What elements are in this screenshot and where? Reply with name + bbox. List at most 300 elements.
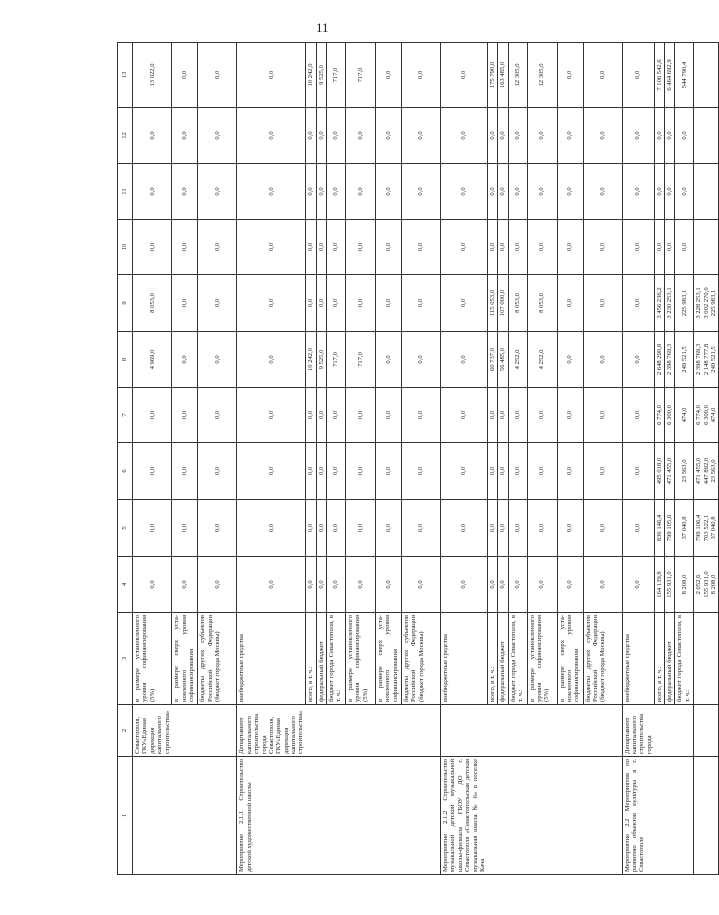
value-cell: 0,0 xyxy=(198,443,237,500)
value-cell: 0,0 xyxy=(133,500,172,557)
value-cell: 0,0 xyxy=(675,164,694,220)
value-cell: 0,0 xyxy=(622,43,654,108)
value-cell: 0,0 xyxy=(583,332,622,388)
funding-source-cell: всего, в т. ч.: xyxy=(306,613,316,705)
value-cell: 0,0 xyxy=(675,108,694,164)
stacked-value: 155 931,0 xyxy=(702,571,710,598)
value-cell: 0,0 xyxy=(583,164,622,220)
value-cell: 0,0 xyxy=(237,43,306,108)
value-cell: 0,0 xyxy=(402,164,441,220)
value-cell: 0,0 xyxy=(237,388,306,443)
value-cell: 0,0 xyxy=(198,164,237,220)
value-cell: 0,0 xyxy=(306,220,316,275)
value-cell: 0,0 xyxy=(172,220,198,275)
event-cell xyxy=(583,757,622,875)
value-cell: 0,0 xyxy=(441,388,488,443)
value-cell: 0,0 xyxy=(498,220,508,275)
value-cell: 0,0 xyxy=(498,443,508,500)
value-cell: 56 485,0 xyxy=(498,332,508,388)
value-cell: 2 648 290,8 xyxy=(654,332,664,388)
executor-cell xyxy=(675,705,694,757)
table-row xyxy=(198,43,237,875)
value-cell: 0,0 xyxy=(133,164,172,220)
stacked-value: 3 228 253,1 xyxy=(695,287,703,319)
stacked-value: 799 106,4 xyxy=(695,514,703,542)
value-cell: 0,0 xyxy=(557,164,583,220)
value-cell: 0,0 xyxy=(316,557,326,613)
value-cell: 0,0 xyxy=(306,164,316,220)
executor-cell xyxy=(346,705,376,757)
value-cell: 4 252,0 xyxy=(508,332,527,388)
value-cell: 0,0 xyxy=(327,388,346,443)
value-cell: 0,0 xyxy=(557,108,583,164)
value-cell: 0,0 xyxy=(402,500,441,557)
funding-source-cell: внебюджетные средства xyxy=(237,613,306,705)
value-cell: 0,0 xyxy=(527,108,557,164)
value-cell: 0,0 xyxy=(316,388,326,443)
value-cell: 0,0 xyxy=(198,557,237,613)
event-cell xyxy=(327,757,346,875)
value-cell: 0,0 xyxy=(327,443,346,500)
stacked-value: 249 521,5 xyxy=(710,346,717,373)
value-cell: 107 000,0 xyxy=(498,275,508,332)
value-cell: 0,0 xyxy=(441,220,488,275)
value-cell: 0,0 xyxy=(441,164,488,220)
empty-cell xyxy=(694,705,719,757)
value-cell: 0,0 xyxy=(557,275,583,332)
value-cell: 9 525,0 xyxy=(316,43,326,108)
table-row xyxy=(327,43,346,875)
value-cell: 0,0 xyxy=(316,443,326,500)
value-cell: 0,0 xyxy=(133,108,172,164)
value-cell: 0,0 xyxy=(237,443,306,500)
value-cell: 60 737,0 xyxy=(487,332,497,388)
value-cell: 471 455,0 xyxy=(664,443,674,500)
value-cell: 0,0 xyxy=(557,43,583,108)
value-cell: 163 485,0 xyxy=(498,43,508,108)
empty-cell xyxy=(694,164,719,220)
value-cell: 544 790,4 xyxy=(675,43,694,108)
event-cell xyxy=(346,757,376,875)
stacked-value: 703 522,1 xyxy=(702,514,710,542)
value-cell: 4 969,0 xyxy=(133,332,172,388)
value-cell: 0,0 xyxy=(583,220,622,275)
stacked-value-cell xyxy=(694,275,719,332)
funding-source-cell: всего, в т. ч.: xyxy=(487,613,497,705)
funding-source-cell: в размере установленного уровня софинансирования (5%) xyxy=(527,613,557,705)
table-row xyxy=(622,43,654,875)
table-row xyxy=(557,43,583,875)
value-cell: 0,0 xyxy=(498,108,508,164)
value-cell: 0,0 xyxy=(622,164,654,220)
value-cell: 0,0 xyxy=(527,500,557,557)
stacked-value: 225 983,1 xyxy=(710,289,717,317)
value-cell: 0,0 xyxy=(527,557,557,613)
value-cell: 0,0 xyxy=(172,275,198,332)
value-cell: 0,0 xyxy=(557,443,583,500)
value-cell: 0,0 xyxy=(498,557,508,613)
value-cell: 0,0 xyxy=(172,43,198,108)
value-cell: 10 242,0 xyxy=(306,332,316,388)
value-cell: 0,0 xyxy=(487,164,497,220)
event-cell: Мероприятие 2.2 Мероприятия по развитию объектов культуры в г. Севастополе xyxy=(622,757,654,875)
value-cell: 0,0 xyxy=(583,557,622,613)
col-header: 6 xyxy=(118,443,133,500)
table-row xyxy=(498,43,508,875)
value-cell: 0,0 xyxy=(508,220,527,275)
value-cell: 0,0 xyxy=(622,275,654,332)
funding-source-cell: бюджет города Севастополя, в т. ч.: xyxy=(675,613,694,705)
value-cell: 0,0 xyxy=(306,500,316,557)
stacked-value: 2 148 777,8 xyxy=(702,343,710,376)
stacked-value: 6 300,0 xyxy=(702,405,710,425)
table-row xyxy=(376,43,402,875)
event-cell xyxy=(376,757,402,875)
value-cell: 0,0 xyxy=(402,388,441,443)
event-cell xyxy=(654,757,664,875)
value-cell: 0,0 xyxy=(376,164,402,220)
value-cell: 0,0 xyxy=(664,164,674,220)
executor-cell xyxy=(498,705,508,757)
column-number-row xyxy=(118,43,133,875)
value-cell: 12 305,0 xyxy=(527,43,557,108)
stacked-value-cell xyxy=(694,332,719,388)
value-cell: 0,0 xyxy=(508,500,527,557)
value-cell: 0,0 xyxy=(654,108,664,164)
value-cell: 0,0 xyxy=(376,557,402,613)
value-cell: 0,0 xyxy=(498,388,508,443)
event-cell: Мероприятие 2.1.2 Строительство музыкальной детской музыкальной школы-филиала ГБОУ ДО г. Севастополя «Севастопольская детская музыкальная школа № 6» в поселке Кача xyxy=(441,757,488,875)
value-cell: 0,0 xyxy=(237,557,306,613)
value-cell: 2 398 769,3 xyxy=(664,332,674,388)
col-header: 1 xyxy=(118,757,133,875)
funding-source-cell: бюджет города Севастополя, в т. ч.: xyxy=(508,613,527,705)
value-cell: 0,0 xyxy=(527,443,557,500)
value-cell: 0,0 xyxy=(583,500,622,557)
stacked-value: 3 002 270,0 xyxy=(702,287,710,319)
value-cell: 0,0 xyxy=(441,43,488,108)
stacked-value: 37 040,8 xyxy=(710,516,717,540)
value-cell: 4 252,0 xyxy=(527,332,557,388)
stacked-value: 8 208,0 xyxy=(710,574,717,595)
col-header: 3 xyxy=(118,613,133,705)
page-number: 11 xyxy=(316,20,329,35)
funding-source-cell: бюджеты других субъектов Российской Федерации (бюджет города Москвы) xyxy=(402,613,441,705)
value-cell: 0,0 xyxy=(237,164,306,220)
value-cell: 0,0 xyxy=(583,108,622,164)
value-cell: 0,0 xyxy=(402,557,441,613)
executor-cell xyxy=(527,705,557,757)
value-cell: 0,0 xyxy=(198,388,237,443)
value-cell: 0,0 xyxy=(346,275,376,332)
table-body xyxy=(133,43,719,875)
value-cell: 0,0 xyxy=(654,164,664,220)
value-cell: 0,0 xyxy=(172,164,198,220)
value-cell: 0,0 xyxy=(402,332,441,388)
value-cell: 0,0 xyxy=(133,220,172,275)
event-cell xyxy=(487,757,497,875)
funding-source-cell: бюджеты других субъектов Российской Федерации (бюджет города Москвы) xyxy=(583,613,622,705)
event-cell xyxy=(402,757,441,875)
value-cell: 0,0 xyxy=(487,388,497,443)
value-cell: 0,0 xyxy=(402,275,441,332)
funding-source-cell: внебюджетные средства xyxy=(622,613,654,705)
value-cell: 0,0 xyxy=(133,388,172,443)
value-cell: 0,0 xyxy=(172,332,198,388)
executor-cell xyxy=(664,705,674,757)
value-cell: 3 230 253,1 xyxy=(664,275,674,332)
table-row xyxy=(583,43,622,875)
value-cell: 0,0 xyxy=(376,443,402,500)
value-cell: 0,0 xyxy=(441,108,488,164)
value-cell: 7 106 542,6 xyxy=(654,43,664,108)
value-cell: 0,0 xyxy=(198,108,237,164)
event-cell xyxy=(306,757,316,875)
table-row xyxy=(133,43,172,875)
value-cell: 8 053,0 xyxy=(133,275,172,332)
value-cell: 0,0 xyxy=(402,443,441,500)
executor-cell xyxy=(198,705,237,757)
value-cell: 175 790,0 xyxy=(487,43,497,108)
value-cell: 0,0 xyxy=(346,557,376,613)
value-cell: 0,0 xyxy=(316,500,326,557)
value-cell: 0,0 xyxy=(675,220,694,275)
value-cell: 0,0 xyxy=(376,500,402,557)
col-header: 7 xyxy=(118,388,133,443)
value-cell: 0,0 xyxy=(172,388,198,443)
budget-table xyxy=(117,42,719,875)
value-cell: 37 040,8 xyxy=(675,500,694,557)
executor-cell: Департамент капитального строительства города Севастополя, ГКУ«Единая дирекция капитального строительства» xyxy=(237,705,306,757)
value-cell: 0,0 xyxy=(306,108,316,164)
value-cell: 0,0 xyxy=(376,43,402,108)
event-cell xyxy=(527,757,557,875)
value-cell: 0,0 xyxy=(346,220,376,275)
executor-cell xyxy=(306,705,316,757)
funding-source-cell: в размере сверх уста-новленного уровня софинансирования xyxy=(557,613,583,705)
stacked-value: 474,0 xyxy=(710,407,717,423)
value-cell: 3 456 236,2 xyxy=(654,275,664,332)
value-cell: 0,0 xyxy=(487,108,497,164)
col-header: 4 xyxy=(118,557,133,613)
rotated-table-wrapper xyxy=(117,43,717,875)
value-cell: 0,0 xyxy=(583,43,622,108)
value-cell: 836 146,4 xyxy=(654,500,664,557)
executor-cell: Севастополя, ГКУ«Единая дирекция капитального строительства» xyxy=(133,705,172,757)
value-cell: 12 305,0 xyxy=(508,43,527,108)
stacked-values-row xyxy=(694,43,719,875)
table-row xyxy=(237,43,306,875)
executor-cell xyxy=(441,705,488,757)
value-cell: 0,0 xyxy=(487,557,497,613)
value-cell: 8 053,0 xyxy=(527,275,557,332)
executor-cell xyxy=(376,705,402,757)
value-cell: 0,0 xyxy=(346,443,376,500)
value-cell: 0,0 xyxy=(508,108,527,164)
value-cell: 0,0 xyxy=(346,108,376,164)
value-cell: 0,0 xyxy=(583,388,622,443)
value-cell: 0,0 xyxy=(198,332,237,388)
stacked-value-cell xyxy=(694,388,719,443)
value-cell: 164 139,8 xyxy=(654,557,664,613)
value-cell: 0,0 xyxy=(441,500,488,557)
value-cell: 0,0 xyxy=(557,332,583,388)
executor-cell xyxy=(172,705,198,757)
value-cell: 474,0 xyxy=(675,388,694,443)
value-cell: 0,0 xyxy=(237,500,306,557)
col-header: 5 xyxy=(118,500,133,557)
event-cell xyxy=(316,757,326,875)
executor-cell xyxy=(508,705,527,757)
value-cell: 0,0 xyxy=(527,220,557,275)
value-cell: 717,0 xyxy=(346,332,376,388)
value-cell: 0,0 xyxy=(346,500,376,557)
value-cell: 0,0 xyxy=(508,388,527,443)
value-cell: 0,0 xyxy=(508,443,527,500)
executor-cell: Департамент капитального строительства города xyxy=(622,705,654,757)
executor-cell xyxy=(327,705,346,757)
stacked-value-cell xyxy=(694,443,719,500)
value-cell: 0,0 xyxy=(376,220,402,275)
value-cell: 0,0 xyxy=(172,108,198,164)
value-cell: 0,0 xyxy=(664,220,674,275)
value-cell: 0,0 xyxy=(316,275,326,332)
value-cell: 0,0 xyxy=(327,500,346,557)
empty-cell xyxy=(694,613,719,705)
event-cell xyxy=(675,757,694,875)
value-cell: 0,0 xyxy=(376,332,402,388)
value-cell: 6 300,0 xyxy=(664,388,674,443)
table-row xyxy=(306,43,316,875)
col-header: 9 xyxy=(118,275,133,332)
stacked-value: 471 455,0 xyxy=(695,457,703,485)
funding-source-cell: всего, в т. ч.: xyxy=(654,613,664,705)
table-row xyxy=(172,43,198,875)
value-cell: 0,0 xyxy=(622,388,654,443)
value-cell: 0,0 xyxy=(198,500,237,557)
value-cell: 0,0 xyxy=(172,557,198,613)
event-cell xyxy=(198,757,237,875)
funding-source-cell: в размере установленного уровня софинансирования (5%) xyxy=(133,613,172,705)
value-cell: 0,0 xyxy=(237,332,306,388)
value-cell: 0,0 xyxy=(237,220,306,275)
event-cell xyxy=(508,757,527,875)
stacked-value: 23 563,0 xyxy=(710,459,717,483)
value-cell: 0,0 xyxy=(402,43,441,108)
funding-source-cell: в размере установленного уровня софинансирования (5%) xyxy=(346,613,376,705)
value-cell: 0,0 xyxy=(346,164,376,220)
value-cell: 0,0 xyxy=(376,388,402,443)
value-cell: 495 018,0 xyxy=(654,443,664,500)
executor-cell xyxy=(316,705,326,757)
value-cell: 0,0 xyxy=(487,443,497,500)
stacked-value-cell xyxy=(694,500,719,557)
funding-source-cell: бюджеты других субъектов Российской Федерации (бюджет города Москвы) xyxy=(198,613,237,705)
value-cell: 0,0 xyxy=(487,220,497,275)
value-cell: 0,0 xyxy=(376,108,402,164)
executor-cell xyxy=(487,705,497,757)
table-row xyxy=(527,43,557,875)
col-header: 13 xyxy=(118,43,133,108)
funding-source-cell: бюджет города Севастополя, в т. ч.: xyxy=(327,613,346,705)
table-row xyxy=(441,43,488,875)
funding-source-cell: внебюджетные средства xyxy=(441,613,488,705)
value-cell: 0,0 xyxy=(327,220,346,275)
event-cell xyxy=(664,757,674,875)
stacked-value: 447 892,0 xyxy=(702,457,710,485)
value-cell: 155 931,0 xyxy=(664,557,674,613)
value-cell: 0,0 xyxy=(441,275,488,332)
stacked-value: 6 774,0 xyxy=(695,405,703,425)
value-cell: 0,0 xyxy=(622,332,654,388)
table-row xyxy=(664,43,674,875)
executor-cell xyxy=(402,705,441,757)
value-cell: 0,0 xyxy=(441,443,488,500)
value-cell: 0,0 xyxy=(346,388,376,443)
event-cell xyxy=(498,757,508,875)
value-cell: 0,0 xyxy=(198,275,237,332)
table-row xyxy=(316,43,326,875)
value-cell: 717,0 xyxy=(327,43,346,108)
value-cell: 0,0 xyxy=(508,557,527,613)
funding-source-cell: в размере сверх уста-новленного уровня софинансирования xyxy=(172,613,198,705)
value-cell: 717,0 xyxy=(327,332,346,388)
value-cell: 0,0 xyxy=(172,443,198,500)
value-cell: 0,0 xyxy=(198,43,237,108)
value-cell: 0,0 xyxy=(654,220,664,275)
value-cell: 0,0 xyxy=(557,220,583,275)
stacked-value: 2 052,6 xyxy=(695,574,703,595)
event-cell xyxy=(172,757,198,875)
funding-source-cell: федеральный бюджет xyxy=(498,613,508,705)
value-cell: 23 563,0 xyxy=(675,443,694,500)
value-cell: 0,0 xyxy=(583,275,622,332)
value-cell: 0,0 xyxy=(327,557,346,613)
value-cell: 8 053,0 xyxy=(508,275,527,332)
table-row xyxy=(402,43,441,875)
value-cell: 0,0 xyxy=(402,108,441,164)
value-cell: 0,0 xyxy=(557,500,583,557)
col-header: 10 xyxy=(118,220,133,275)
value-cell: 0,0 xyxy=(498,164,508,220)
value-cell: 0,0 xyxy=(198,220,237,275)
value-cell: 0,0 xyxy=(327,164,346,220)
value-cell: 0,0 xyxy=(622,443,654,500)
value-cell: 0,0 xyxy=(316,108,326,164)
table-row xyxy=(675,43,694,875)
col-header: 11 xyxy=(118,164,133,220)
empty-cell xyxy=(694,108,719,164)
stacked-value: 2 398 769,3 xyxy=(695,343,703,376)
value-cell: 0,0 xyxy=(557,388,583,443)
value-cell: 717,0 xyxy=(346,43,376,108)
value-cell: 0,0 xyxy=(327,108,346,164)
event-cell xyxy=(133,757,172,875)
value-cell: 0,0 xyxy=(237,275,306,332)
value-cell: 9 525,0 xyxy=(316,332,326,388)
executor-cell xyxy=(583,705,622,757)
table-row xyxy=(487,43,497,875)
col-header: 8 xyxy=(118,332,133,388)
value-cell: 0,0 xyxy=(622,557,654,613)
empty-cell xyxy=(694,43,719,108)
value-cell: 0,0 xyxy=(402,220,441,275)
value-cell: 0,0 xyxy=(133,557,172,613)
value-cell: 0,0 xyxy=(622,108,654,164)
value-cell: 0,0 xyxy=(527,164,557,220)
value-cell: 0,0 xyxy=(527,388,557,443)
empty-cell xyxy=(694,220,719,275)
